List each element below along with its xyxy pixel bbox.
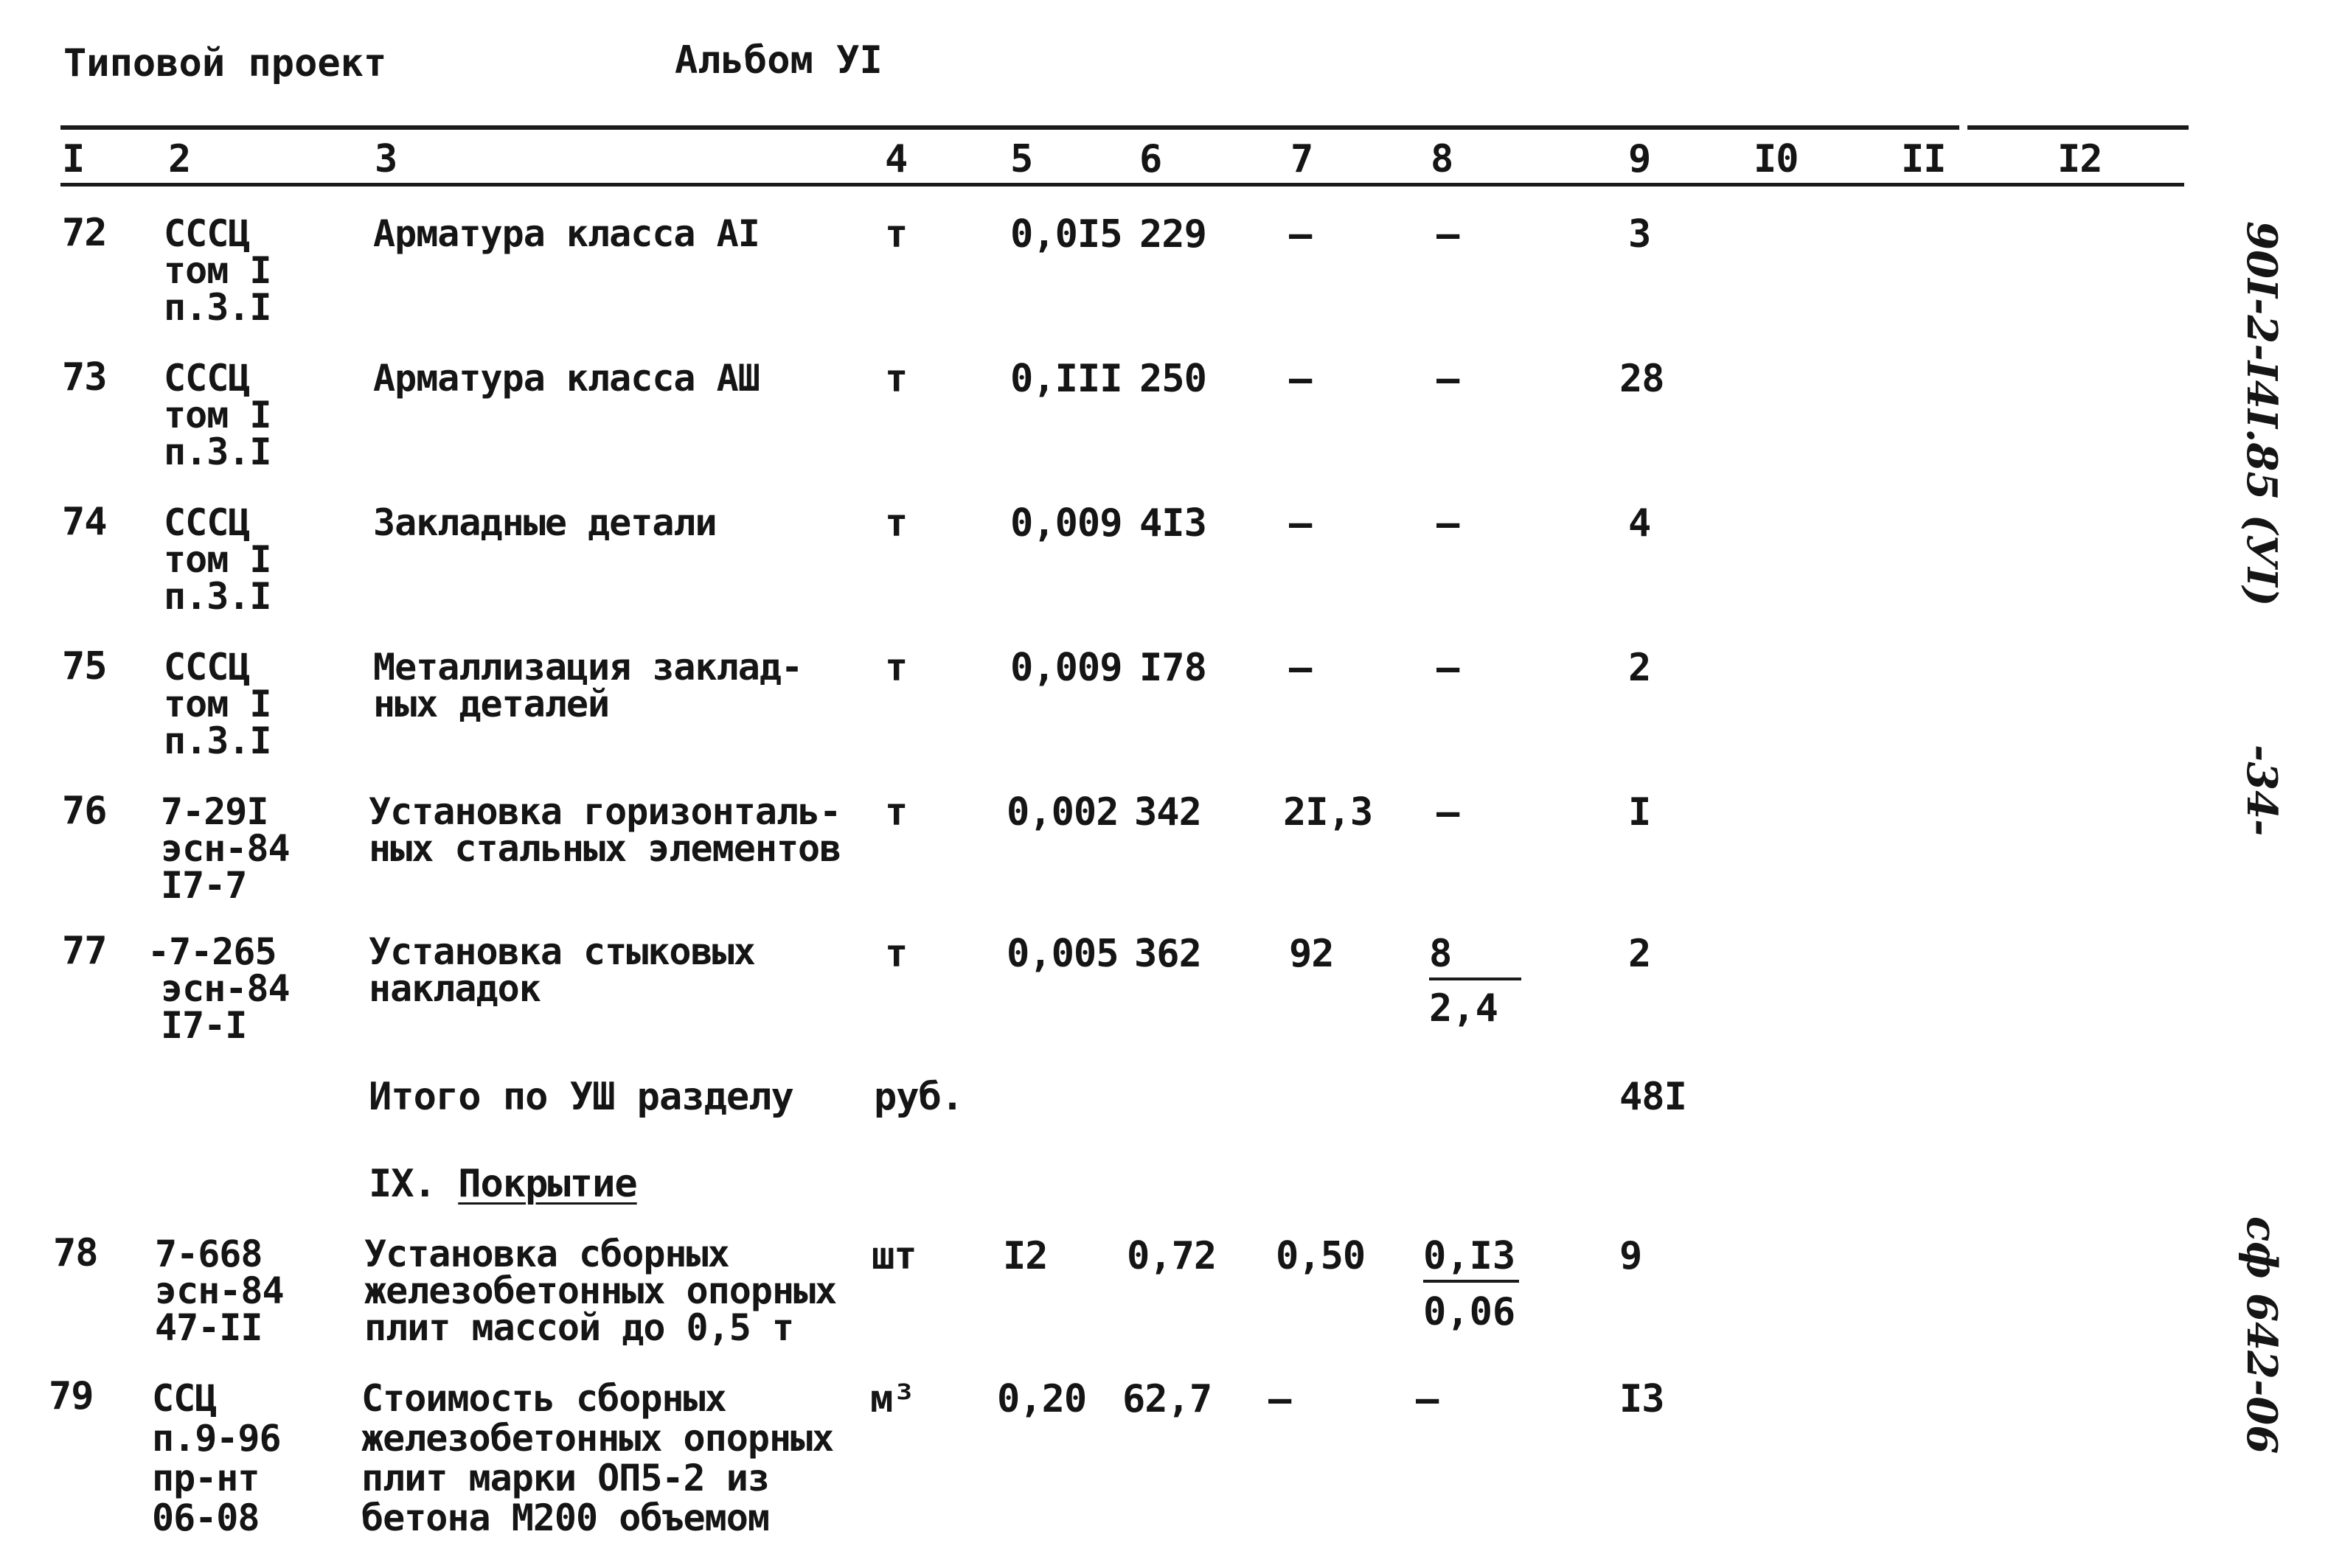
row-col8-fraction <box>1429 932 1525 1031</box>
row-col8: – <box>1436 646 1459 690</box>
row-description: Арматура класса АI <box>373 212 760 255</box>
col-header-8: 8 <box>1431 137 1453 181</box>
col-header-2: 2 <box>168 137 191 181</box>
row-col7: – <box>1289 501 1312 546</box>
row-unit: т <box>885 357 908 401</box>
album-label: Альбом УI <box>675 38 883 83</box>
col-header-6: 6 <box>1139 137 1162 181</box>
header-rule <box>60 183 2184 187</box>
row-quantity: 0,20 <box>997 1377 1087 1421</box>
row-price: 250 <box>1139 357 1206 401</box>
row-quantity: 0,005 <box>1007 932 1119 976</box>
row-col8: – <box>1436 212 1459 257</box>
row-number: 78 <box>53 1231 98 1275</box>
row-col8: – <box>1436 501 1459 546</box>
row-number: 73 <box>62 355 107 400</box>
col-header-3: 3 <box>375 137 397 181</box>
row-col7: 0,50 <box>1276 1234 1366 1278</box>
col-header-7: 7 <box>1290 137 1313 181</box>
row-reference: -7-265 эсн-84 I7-I <box>147 930 290 1047</box>
row-description: Закладные детали <box>373 501 717 544</box>
fraction-denominator: 2,4 <box>1429 986 1498 1031</box>
row-total: I3 <box>1619 1377 1664 1421</box>
row-total: 2 <box>1628 646 1651 690</box>
row-description: Установка сборных железобетонных опорных плит массой до 0,5 т <box>364 1233 837 1349</box>
col-header-12: I2 <box>2057 137 2102 181</box>
row-total: 2 <box>1628 932 1651 976</box>
row-unit: т <box>885 932 908 976</box>
row-reference: 7-668 эсн-84 47-II <box>155 1233 284 1349</box>
row-price: 62,7 <box>1122 1377 1212 1421</box>
row-col8-fraction <box>1423 1234 1526 1334</box>
row-reference: 7-29I эсн-84 I7-7 <box>161 790 290 907</box>
row-description: Установка горизонталь- ных стальных элементов <box>369 790 841 870</box>
row-total: 4 <box>1628 501 1651 546</box>
section-title: Покрытие <box>458 1162 637 1206</box>
stamp-note: сф 642-06 <box>2237 1216 2286 1454</box>
fraction-bar <box>1423 1280 1519 1283</box>
fraction-bar <box>1429 978 1521 980</box>
row-number: 79 <box>49 1374 94 1418</box>
row-col8: – <box>1436 357 1459 401</box>
fraction-numerator: 8 <box>1429 932 1453 976</box>
row-quantity: 0,III <box>1010 357 1122 401</box>
col-header-11: II <box>1901 137 1946 181</box>
row-quantity: 0,009 <box>1010 646 1122 690</box>
row-quantity: 0,002 <box>1007 790 1119 834</box>
row-unit: т <box>885 646 908 690</box>
row-description: Металлизация заклад- ных деталей <box>373 646 803 725</box>
col-header-5: 5 <box>1010 137 1033 181</box>
row-unit: т <box>885 790 908 834</box>
row-quantity: 0,0I5 <box>1010 212 1122 257</box>
section-numeral: IX. <box>369 1162 436 1206</box>
document-code-note: 90I-2-I4I.85 (УI) <box>2237 221 2286 607</box>
subtotal-label: Итого по УШ разделу <box>369 1075 793 1119</box>
row-reference: ССЦ п.9-96 пр-нт 06-08 <box>152 1377 281 1539</box>
row-col7: – <box>1289 357 1312 401</box>
row-col7: – <box>1289 646 1312 690</box>
section-heading <box>369 1162 637 1206</box>
row-price: 4I3 <box>1139 501 1206 546</box>
fraction-numerator: 0,I3 <box>1423 1234 1516 1278</box>
row-reference: СССЦ том I п.3.I <box>164 212 271 329</box>
row-unit: т <box>885 501 908 546</box>
fraction-denominator: 0,06 <box>1423 1290 1516 1334</box>
row-total: 9 <box>1619 1234 1642 1278</box>
row-number: 75 <box>62 644 107 689</box>
row-col7: 2I,3 <box>1283 790 1373 834</box>
subtotal-value: 48I <box>1619 1075 1686 1119</box>
row-unit: т <box>885 212 908 257</box>
row-description: Арматура класса АШ <box>373 357 760 400</box>
row-col7: 92 <box>1289 932 1334 976</box>
row-price: 342 <box>1134 790 1201 834</box>
row-quantity: 0,009 <box>1010 501 1122 546</box>
row-total: 3 <box>1628 212 1651 257</box>
row-col8: – <box>1436 790 1459 834</box>
top-rule-left <box>60 125 1959 130</box>
row-total: 28 <box>1619 357 1664 401</box>
row-number: 77 <box>62 929 107 973</box>
row-total: I <box>1628 790 1651 834</box>
row-col7: – <box>1289 212 1312 257</box>
row-number: 76 <box>62 789 107 833</box>
page-number-note: -34- <box>2237 745 2286 837</box>
col-header-9: 9 <box>1628 137 1651 181</box>
row-reference: СССЦ том I п.3.I <box>164 357 271 473</box>
row-col7: – <box>1268 1377 1291 1421</box>
row-quantity: I2 <box>1003 1234 1048 1278</box>
col-header-1: I <box>62 137 85 181</box>
row-unit: м³ <box>870 1377 915 1421</box>
row-price: I78 <box>1139 646 1206 690</box>
row-col8: – <box>1416 1377 1439 1421</box>
row-reference: СССЦ том I п.3.I <box>164 501 271 618</box>
row-unit: шт <box>872 1234 917 1278</box>
row-price: 362 <box>1134 932 1201 976</box>
row-price: 229 <box>1139 212 1206 257</box>
col-header-10: I0 <box>1754 137 1799 181</box>
row-reference: СССЦ том I п.3.I <box>164 646 271 762</box>
col-header-4: 4 <box>885 137 908 181</box>
top-rule-right <box>1967 125 2189 130</box>
row-description: Стоимость сборных железобетонных опорных плит марки ОП5-2 из бетона М200 объемом <box>361 1377 834 1539</box>
row-number: 72 <box>62 211 107 255</box>
row-number: 74 <box>62 500 107 544</box>
row-description: Установка стыковых накладок <box>369 930 755 1010</box>
row-price: 0,72 <box>1127 1234 1217 1278</box>
project-label: Типовой проект <box>63 41 387 86</box>
subtotal-unit: руб. <box>874 1075 964 1119</box>
